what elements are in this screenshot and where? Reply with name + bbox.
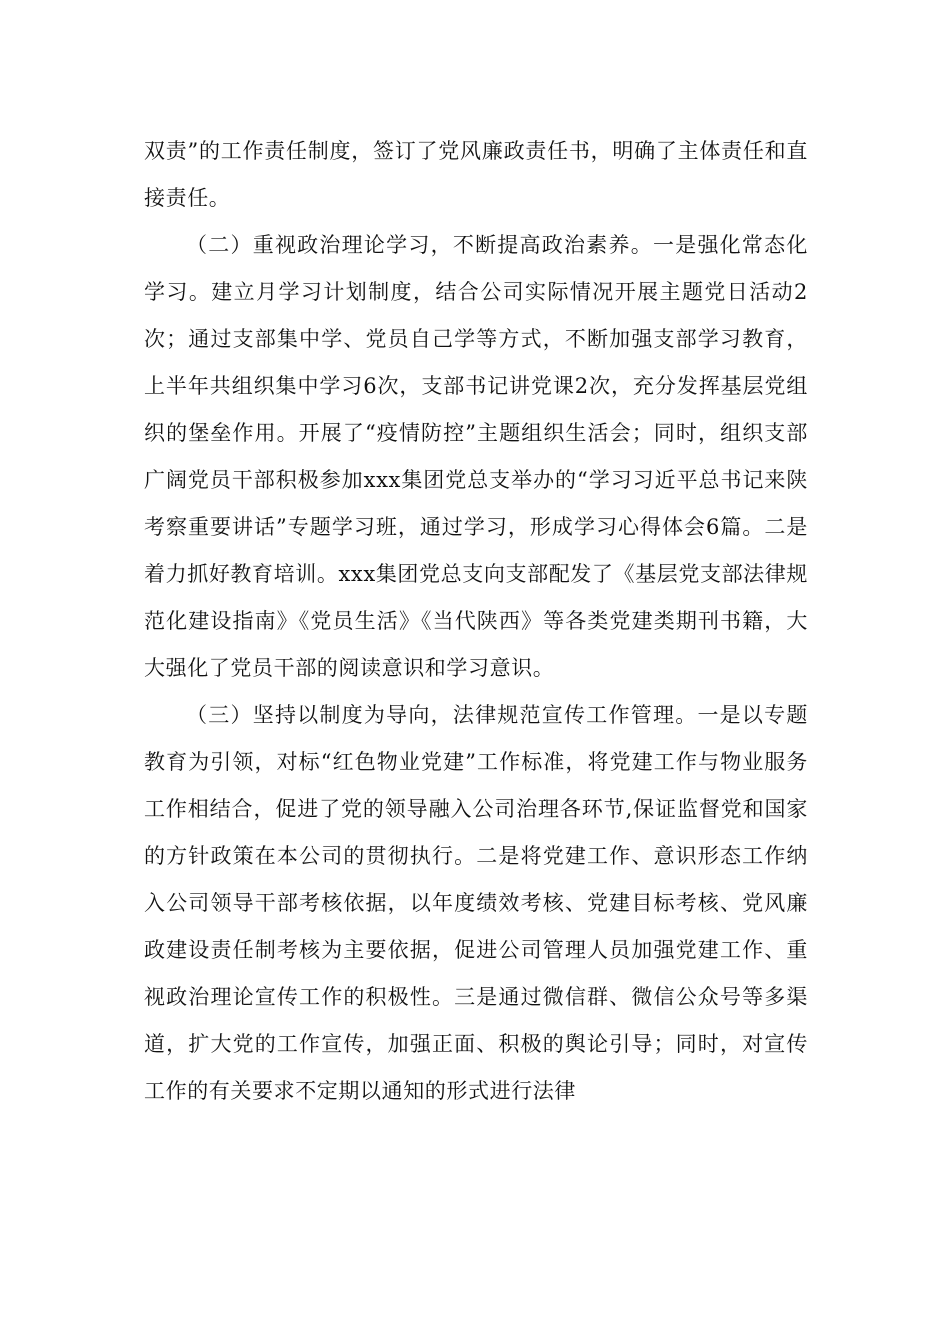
text-line: 动2次；通过支部集中学、党员自己学等方式，不断加强支部学习 <box>144 280 808 351</box>
paragraph-2 <box>144 222 808 692</box>
text-line: 化学习。建立月学习计划制度，结合公司实际情况开展主题党日活 <box>144 233 808 304</box>
text-line: 同时，组织支部广阔党员干部积极参加xxx集团党总支举办的“学 <box>144 421 808 492</box>
text-line: 引导；同时，对宣传工作的有关要求不定期以通知的形式进行法律 <box>144 1032 808 1103</box>
text-line: 党和国家的方针政策在本公司的贯彻执行。二是将党建工作、意识 <box>144 797 809 868</box>
text-line: （三）坚持以制度为导向，法律规范宣传工作管理。一是以专 <box>186 703 787 727</box>
text-line: 考核、党风廉政建设责任制考核为主要依据，促进公司管理人员加 <box>144 891 808 962</box>
text-line: 微信公众号等多渠道，扩大党的工作宣传，加强正面、积极的舆论 <box>144 985 808 1056</box>
text-line: 挥基层党组织的堡垒作用。开展了“疫情防控”主题组织生活会； <box>144 374 808 445</box>
text-line: 西》等各类党建类期刊书籍，大大强化了党员干部的阅读意识和学 <box>144 609 808 680</box>
text-line: 配发了《基层党支部法律规范化建设指南》《党员生活》《当代陕 <box>144 562 809 633</box>
text-line: 习意识。 <box>468 656 555 680</box>
text-line: 双责”的工作责任制度，签订了党风廉政责任书，明确了主体责任 <box>144 139 765 163</box>
text-line: 业服务工作相结合，促进了党的领导融入公司治理各环节,保证监督 <box>144 750 808 821</box>
text-line: （二）重视政治理论学习，不断提高政治素养。一是强化常态 <box>186 233 787 257</box>
text-line: 学习心得体会6篇。二是着力抓好教育培训。xxx集团党总支向支部 <box>144 515 808 586</box>
text-line: 题教育为引领，对标“红色物业党建”工作标准，将党建工作与物 <box>144 703 808 774</box>
text-line: 习习近平总书记来陕考察重要讲话”专题学习班，通过学习，形成 <box>144 468 808 539</box>
text-line: 形态工作纳入公司领导干部考核依据，以年度绩效考核、党建目标 <box>144 844 809 915</box>
paragraph-3 <box>144 692 808 1115</box>
text-line: 强党建工作、重视政治理论宣传工作的积极性。三是通过微信群、 <box>144 938 808 1009</box>
paragraph-1 <box>144 128 808 222</box>
text-line: 教育，上半年共组织集中学习6次，支部书记讲党课2次，充分发 <box>144 327 808 398</box>
text-line: 和直接责任。 <box>144 139 808 210</box>
body-text <box>144 128 808 1115</box>
